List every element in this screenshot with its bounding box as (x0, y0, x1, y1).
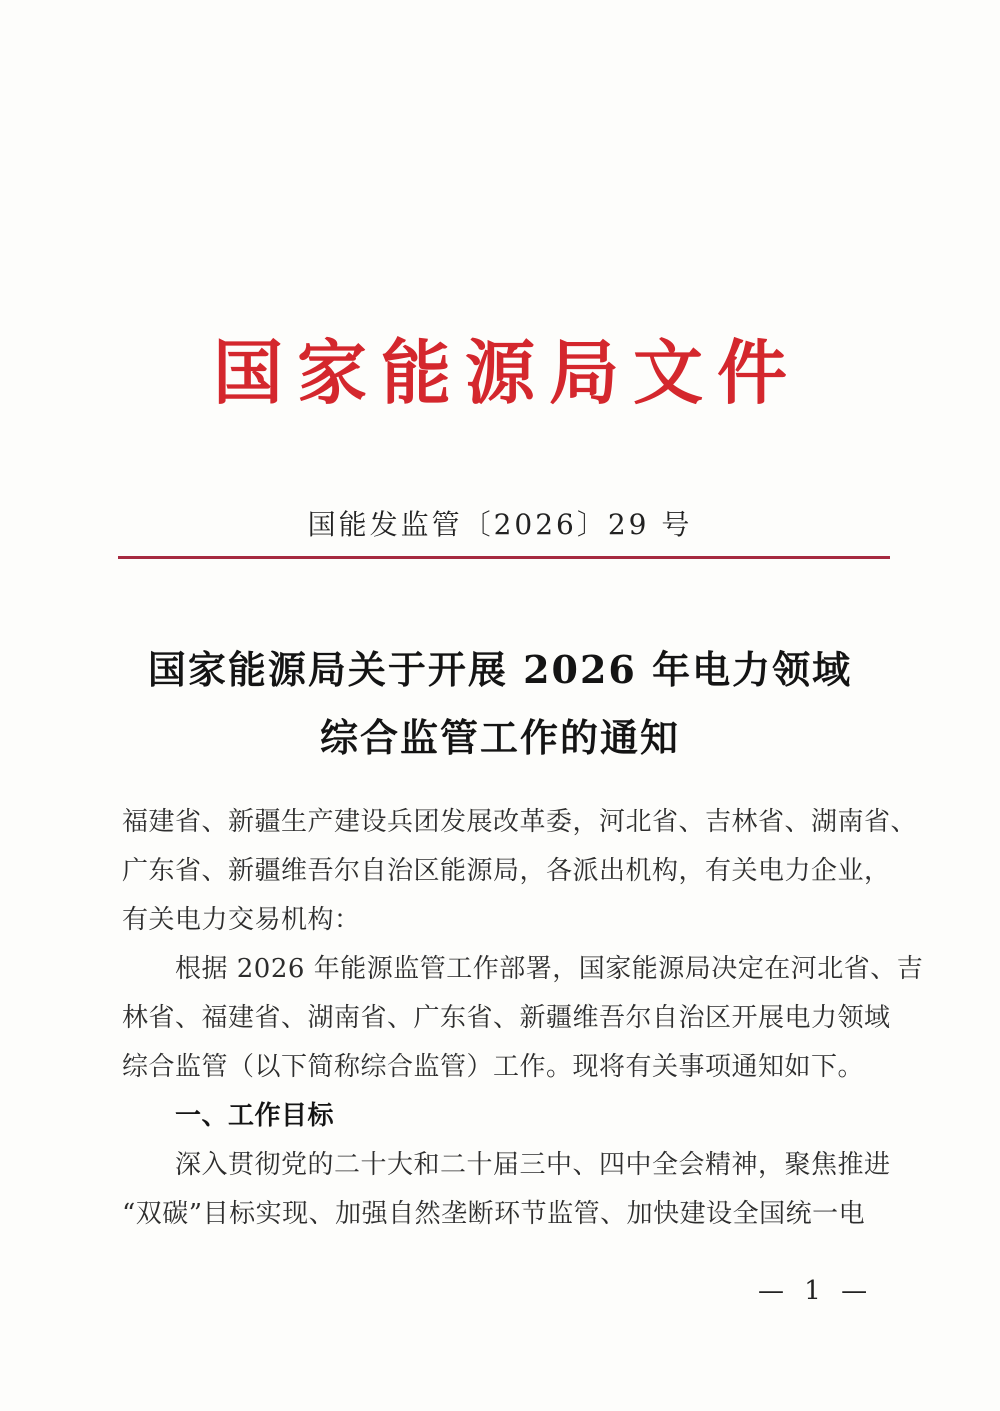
section-heading-work-goals: 一、工作目标 (175, 1101, 335, 1131)
paragraph-line: 林省、福建省、湖南省、广东省、新疆维吾尔自治区开展电力领域 (122, 1003, 891, 1033)
red-divider-line (118, 556, 890, 559)
paragraph-line: 综合监管（以下简称综合监管）工作。现将有关事项通知如下。 (122, 1052, 865, 1082)
document-title-line-1: 国家能源局关于开展 2026 年电力领域 (147, 647, 853, 692)
paragraph-line: “双碳”目标实现、加强自然垄断环节监管、加快建设全国统一电 (122, 1199, 866, 1229)
salutation-line: 广东省、新疆维吾尔自治区能源局，各派出机构，有关电力企业， (122, 856, 891, 886)
salutation-line: 福建省、新疆生产建设兵团发展改革委，河北省、吉林省、湖南省、 (122, 807, 918, 837)
document-body (122, 798, 924, 1239)
document-title-line-2: 综合监管工作的通知 (319, 715, 680, 760)
salutation-line: 有关电力交易机构： (122, 905, 361, 935)
doc-number: 国能发监管〔2026〕29 号 (307, 508, 693, 541)
paragraph-line: 深入贯彻党的二十大和二十届三中、四中全会精神，聚焦推进 (175, 1150, 891, 1180)
agency-title: 国家能源局文件 (213, 331, 801, 414)
document-title (0, 636, 1000, 772)
page-number: — 1 — (758, 1276, 874, 1306)
paragraph-line: 根据 2026 年能源监管工作部署，国家能源局决定在河北省、吉 (175, 954, 924, 984)
